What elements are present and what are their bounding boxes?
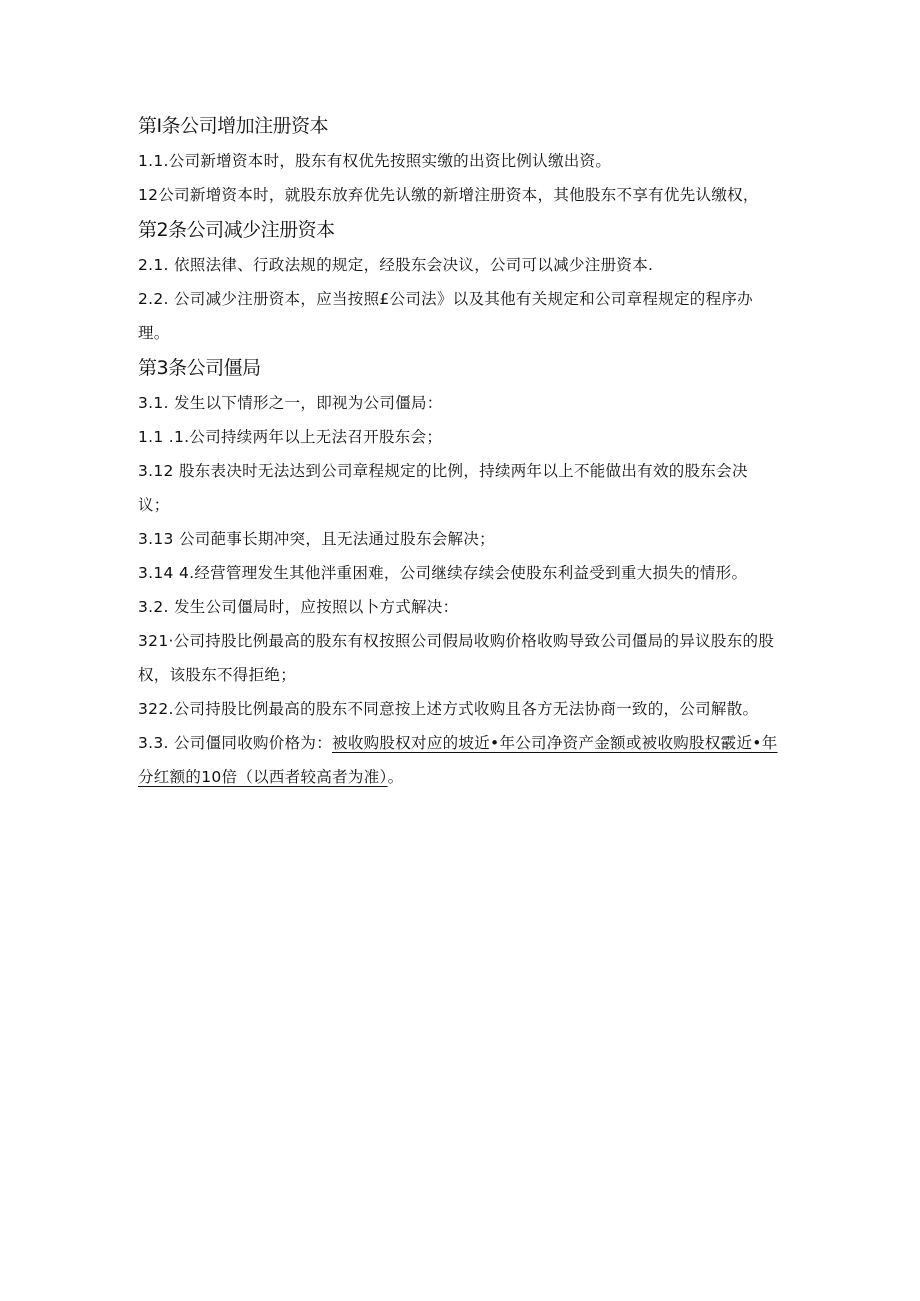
clause-1-2: 12公司新增资本时，就股东放弃优先认缴的新增注册资本，其他股东不享有优先认缴权， bbox=[138, 186, 759, 204]
clause-3-2: 3.2. 发生公司僵局时，应按照以卜方式解决： bbox=[138, 598, 459, 616]
section-2-heading: 第2条公司减少注册资本 bbox=[138, 219, 335, 241]
clause-3-1-3: 3.13 公司葩事长期冲突，且无法通过股东会解决； bbox=[138, 530, 495, 548]
clause-3-1-4: 3.14 4.经营管理发生其他泮重困难，公司继续存续会使股东利益受到重大损失的情形。 bbox=[138, 564, 748, 582]
clause-3-1-2: 3.12 股东表决时无法达到公司章程规定的比例，持续两年以上不能做出有效的股东会决议； bbox=[138, 462, 748, 514]
clause-3-2-1: 321·公司持股比例最高的股东有权按照公司假局收购价格收购导致公司僵局的异议股东的股权，该股东不得拒绝； bbox=[138, 632, 775, 684]
clause-3-3 bbox=[138, 726, 778, 794]
clause-3-2-2: 322.公司持股比例最高的股东不同意按上述方式收购且各方无法协商一致的，公司解散。 bbox=[138, 700, 759, 718]
clause-3-1: 3.1. 发生以下情形之一，即视为公司僵局： bbox=[138, 394, 443, 412]
clause-1-1: 1.1.公司新增资本时，股东有权优先按照实缴的出资比例认缴出资。 bbox=[138, 152, 612, 170]
document-body bbox=[138, 108, 778, 794]
section-1-heading: 第I条公司增加注册资本 bbox=[138, 115, 329, 137]
clause-3-3-underlined-text: 被收购股权对应的坡近•年公司净资产金额或被收购股权霰近•年分红额的10倍（以西者较高者为准） bbox=[138, 734, 778, 786]
clause-3-3-suffix: 。 bbox=[387, 768, 404, 786]
section-3-heading: 第3条公司僵局 bbox=[138, 357, 261, 379]
clause-3-1-1: 1.1 .1.公司持续两年以上无法召开股东会； bbox=[138, 428, 443, 446]
clause-2-1: 2.1. 依照法律、行政法规的规定，经股东会决议，公司可以减少注册资本. bbox=[138, 256, 654, 274]
clause-3-3-prefix: 3.3. 公司僵同收购价格为： bbox=[138, 734, 333, 752]
clause-2-2: 2.2. 公司减少注册资本，应当按照£公司法》以及其他有关规定和公司章程规定的程序办理。 bbox=[138, 290, 753, 342]
